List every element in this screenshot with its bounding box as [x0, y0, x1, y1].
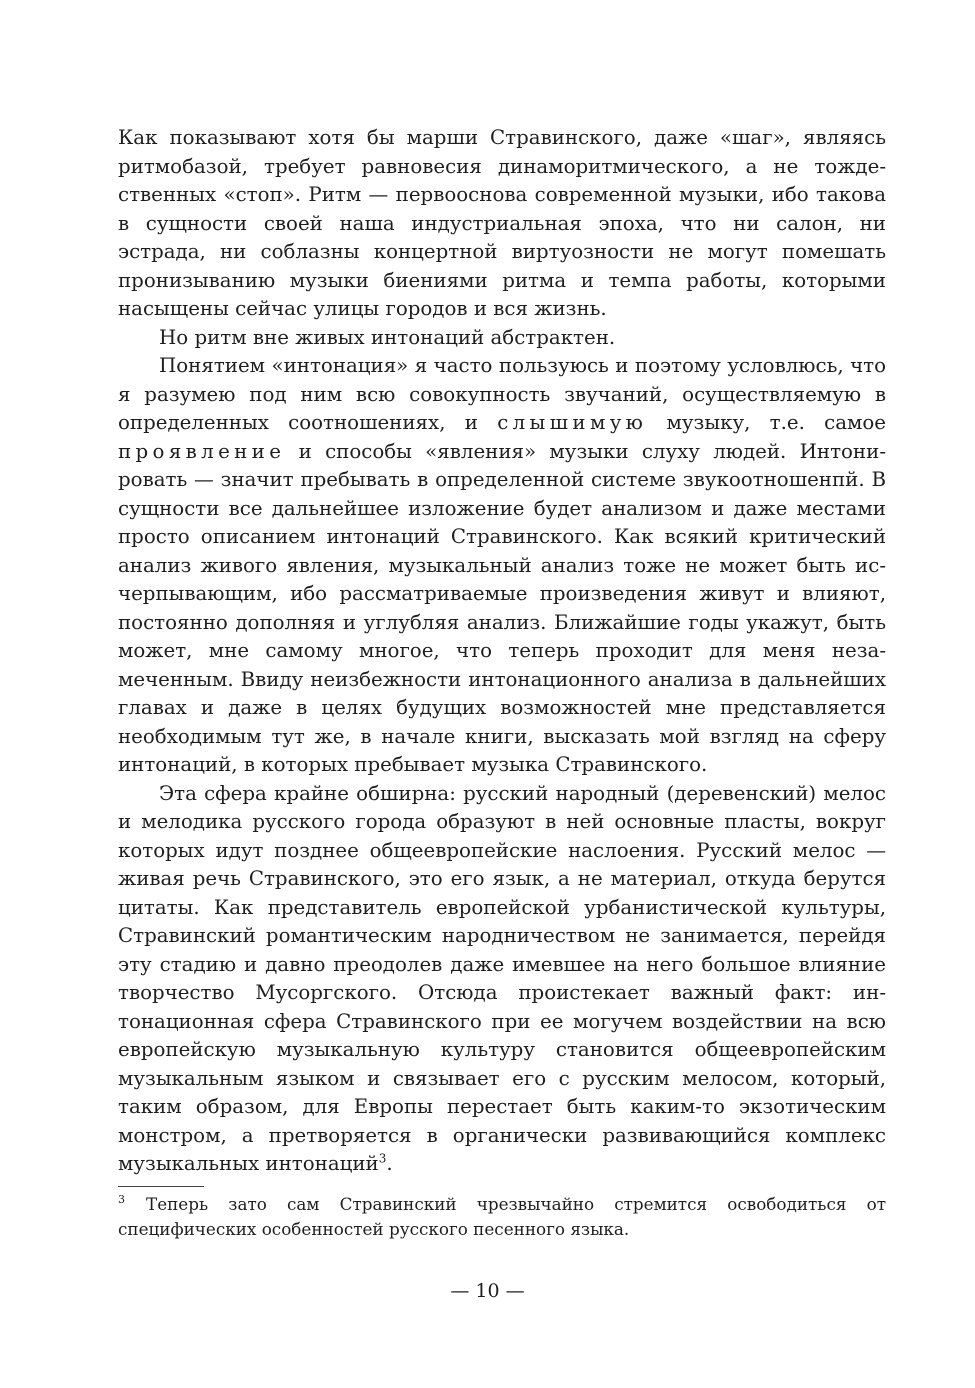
paragraph — [118, 780, 886, 1179]
text-run: Эта сфера крайне обширна: русский народный (деревенский) мелос и мелодика русского города образуют в ней основные пласты, вокруг которых идут позднее общеевропейские наслоения. Русский мелос — живая речь Стравинского, это его язык, а не материал, откуда берутся цитаты. Как представитель европейской урбанистической культуры, Стравинский романтическим народничеством не занимается, перейдя эту стадию и давно преодолев даже имевшее на него большое влияние творчество Мусоргского. Отсюда проистекает важный факт: интонационная сфера Стравинского при ее могучем воздействии на всю европейскую музыкальную культуру становится общеевропейским музыкальным языком и связывает его с русским мелосом, который, таким образом, для Европы перестает быть каким-то экзотическим монстром, а претворяется в органически развивающийся комплекс музыкальных интонаций — [118, 781, 886, 1175]
main-text — [118, 124, 886, 1179]
paragraph — [118, 124, 886, 324]
page-number: — 10 — — [450, 1280, 525, 1302]
footnote-divider — [118, 1186, 204, 1187]
text-run: музыку, т.е. самое — [647, 411, 887, 434]
paragraph — [118, 324, 886, 353]
paragraph — [118, 352, 886, 780]
text-run: Как показывают хотя бы марши Стравинского, даже «шаг», являясь ритмобазой, требует равновесия динаморитмического, а не тождественных «стоп». Ритм — первооснова современной музыки, ибо такова в сущности своей наша индустриальная эпоха, что ни салон, ни эстрада, ни соблазны концертной виртуозности не могут помешать пронизыванию музыки биениями ритма и темпа работы, которыми насыщены сейчас улицы городов и вся жизнь. — [118, 126, 886, 320]
footnote: 3 Теперь зато сам Стравинский чрезвычайно стремится освободиться от специфических особенностей русского песенного языка. — [118, 1193, 886, 1239]
text-run: и способы «явления» музыки слуху людей. Интонировать — значит пребывать в определенной системе звукоотношенпй. В сущности все дальнейшее изложение будет анализом и даже местами просто описанием интонаций Стравинского. Как всякий критический анализ живого явления, музыкальный анализ тоже не может быть исчерпывающим, ибо рассматриваемые произведения живут и влияют, постоянно дополняя и углубляя анализ. Ближайшие годы укажут, быть может, мне самому многое, что теперь проходит для меня незамеченным. Ввиду неизбежности интонационного анализа в дальнейших главах и даже в целях будущих возможностей мне представляется необходимым тут же, в начале книги, высказать мой взгляд на сферу интонаций, в которых пребывает музыка Стравинского. — [118, 439, 886, 776]
footnote-text: Теперь зато сам Стравинский чрезвычайно стремится освободиться от специфических особенностей русского песенного языка. — [118, 1194, 886, 1239]
text-run: Но ритм вне живых интонаций абстрактен. — [159, 325, 616, 349]
emphasized-word: проявление — [118, 439, 286, 463]
emphasized-word: слышимую — [497, 411, 648, 434]
text-run: . — [386, 1152, 393, 1175]
text-run: Понятием «интонация» я часто пользуюсь и поэтому условлюсь, что я разумею под ним всю совокупность звучаний, осуществляемую в определенных соотношениях, и — [118, 354, 886, 434]
footnote-reference: 3 — [378, 1151, 387, 1166]
